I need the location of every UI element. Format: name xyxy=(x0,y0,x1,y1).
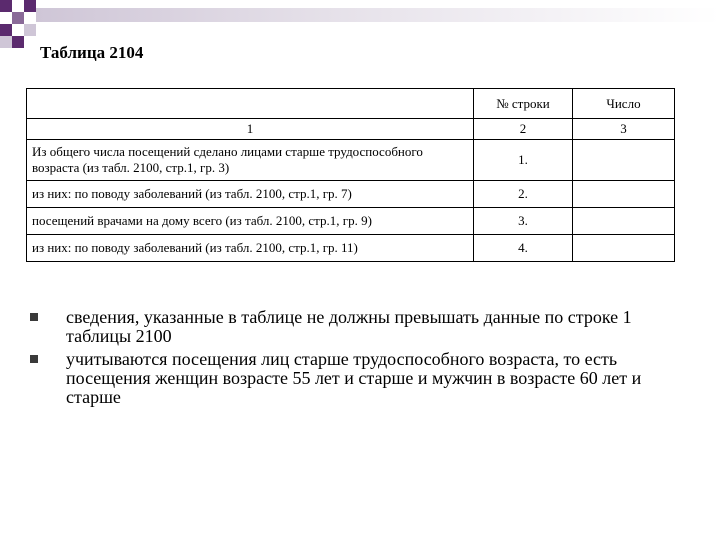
row-number-cell[interactable] xyxy=(573,208,675,235)
notes-list xyxy=(30,308,690,411)
header-number-cell: Число xyxy=(573,89,675,119)
deco-square xyxy=(12,0,24,12)
row-description-cell: из них: по поводу заболеваний (из табл. 2100, стр.1, гр. 11) xyxy=(27,235,474,262)
list-item xyxy=(30,308,690,346)
index-line-no-cell: 2 xyxy=(474,119,573,140)
square-bullet-icon xyxy=(30,313,38,321)
table-row xyxy=(27,235,675,262)
deco-square xyxy=(12,12,24,24)
deco-square xyxy=(0,36,12,48)
deco-square xyxy=(12,36,24,48)
row-line-no-cell: 4. xyxy=(474,235,573,262)
deco-square xyxy=(0,24,12,36)
table-header-row xyxy=(27,89,675,119)
note-text: учитываются посещения лиц старше трудоспособного возраста, то есть посещения женщин возрасте 55 лет и старше и мужчин в возрасте 60 лет и старше xyxy=(66,349,642,407)
index-number-cell: 3 xyxy=(573,119,675,140)
row-description-cell: посещений врачами на дому всего (из табл. 2100, стр.1, гр. 9) xyxy=(27,208,474,235)
header-description-cell xyxy=(27,89,474,119)
deco-square xyxy=(24,12,36,24)
row-number-cell[interactable] xyxy=(573,235,675,262)
square-bullet-icon xyxy=(30,355,38,363)
row-description-cell: Из общего числа посещений сделано лицами старше трудоспособного возраста (из табл. 2100, стр.1, гр. 3) xyxy=(27,140,474,181)
list-item xyxy=(30,350,690,407)
deco-square xyxy=(12,24,24,36)
decorative-header-bar xyxy=(36,8,720,22)
row-line-no-cell: 2. xyxy=(474,181,573,208)
deco-square xyxy=(24,0,36,12)
note-text: сведения, указанные в таблице не должны превышать данные по строке 1 таблицы 2100 xyxy=(66,307,632,346)
deco-square xyxy=(24,24,36,36)
index-description-cell: 1 xyxy=(27,119,474,140)
deco-square xyxy=(0,12,12,24)
row-number-cell[interactable] xyxy=(573,181,675,208)
table-row xyxy=(27,140,675,181)
table-index-row xyxy=(27,119,675,140)
page-title: Таблица 2104 xyxy=(40,43,144,62)
row-description-cell: из них: по поводу заболеваний (из табл. 2100, стр.1, гр. 7) xyxy=(27,181,474,208)
header-line-no-cell: № строки xyxy=(474,89,573,119)
table-row xyxy=(27,181,675,208)
row-number-cell[interactable] xyxy=(573,140,675,181)
table-row xyxy=(27,208,675,235)
row-line-no-cell: 1. xyxy=(474,140,573,181)
row-line-no-cell: 3. xyxy=(474,208,573,235)
data-table xyxy=(26,88,675,262)
deco-square xyxy=(0,0,12,12)
